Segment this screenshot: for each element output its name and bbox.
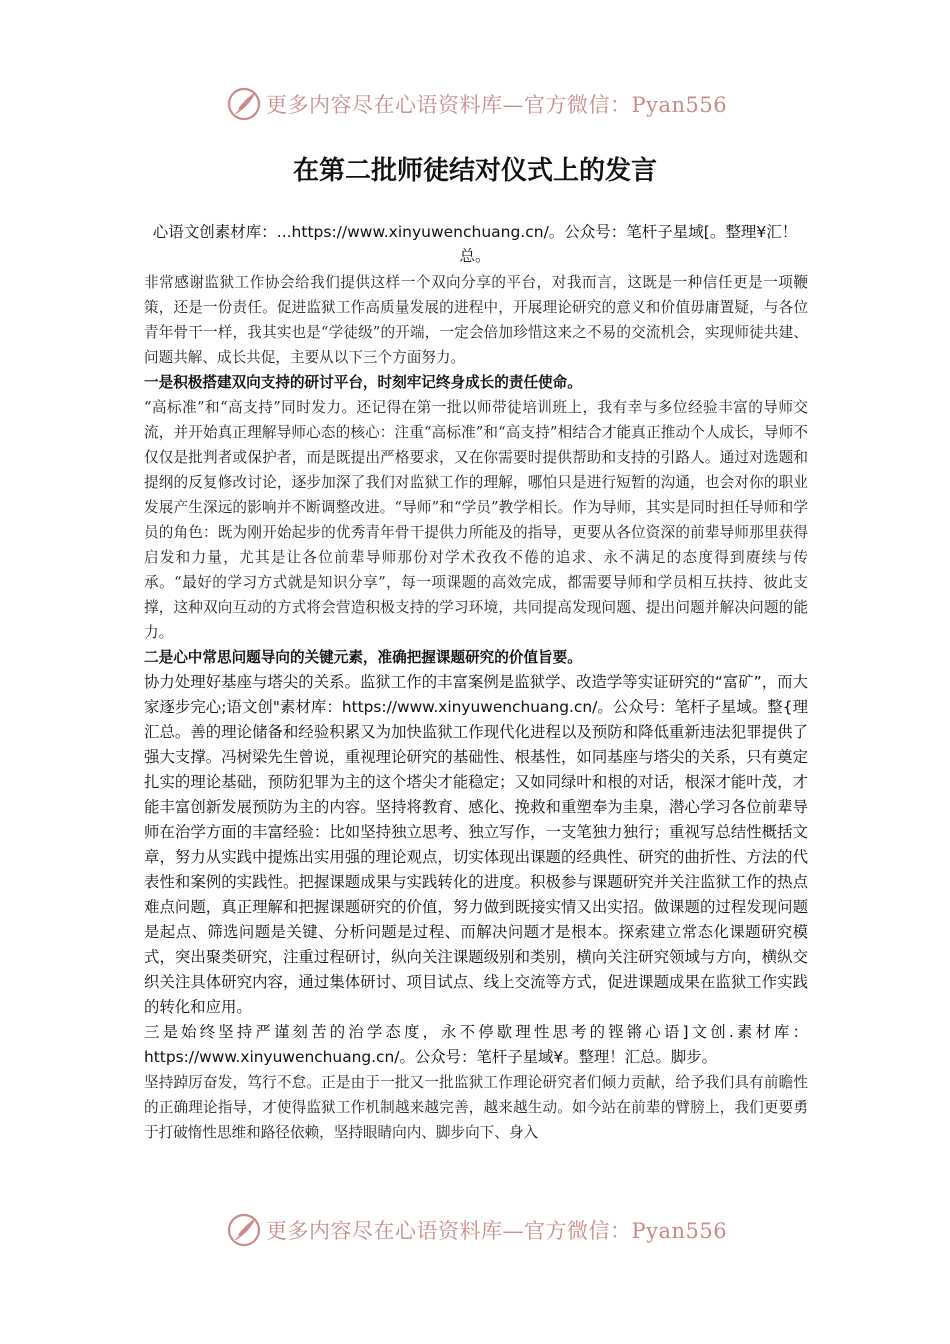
document-title: 在第二批师徒结对仪式上的发言 xyxy=(292,156,657,186)
watermark-text: 更多内容尽在心语资料库—官方微信：Pyan556 xyxy=(266,93,728,117)
watermark-text: 更多内容尽在心语资料库—官方微信：Pyan556 xyxy=(266,1219,728,1243)
section-heading-3: 三是始终坚持严谨刻苦的治学态度，永不停歇理性思考的铿锵心语]文创.素材库：https://www.xinyuwenchuang.cn/。公众号：笔杆子星域¥。整理！汇总。脚步。 xyxy=(144,1023,808,1066)
section-heading-1: 一是积极搭建双向支持的研讨平台，时刻牢记终身成长的责任使命。 xyxy=(144,374,582,391)
document-subtitle: 心语文创素材库：...https://www.xinyuwenchuang.cn/。公众号：笔杆子星域[。整理¥汇！总。 xyxy=(152,223,798,265)
document-body xyxy=(144,270,808,1145)
section-heading-2: 二是心中常思问题导向的关键元素，准确把握课题研究的价值旨要。 xyxy=(144,649,582,666)
paragraph-section-2: 协力处理好基座与塔尖的关系。监狱工作的丰富案例是监狱学、改造学等实证研究的“富矿”，而大家逐步完心;语文创"素材库：https://www.xinyuwenchuang.cn/。公众号：笔杆子星域。整{理汇总。善的理论储备和经验积累又为加快监狱工作现代化进程以及预防和降低重新违法犯罪提供了强大支撑。冯树梁先生曾说，重视理论研究的基础性、根基性，如同基座与塔尖的关系，只有奠定扎实的理论基础，预防犯罪为主的这个塔尖才能稳定；又如同绿叶和根的对话，根深才能叶茂，才能丰富创新发展预防为主的内容。坚持将教育、感化、挽救和重塑奉为圭臬，潜心学习各位前辈导师在治学方面的丰富经验：比如坚持独立思考、独立写作，一支笔独力独行；重视写总结性概括文章，努力从实践中提炼出实用强的理论观点，切实体现出课题的经典性、研究的曲折性、方法的代表性和案例的实践性。把握课题成果与实践转化的进度。积极参与课题研究并关注监狱工作的热点难点问题，真正理解和把握课题研究的价值，努力做到既接实情又出实招。做课题的过程发现问题是起点、筛选问题是关键、分析问题是过程、而解决问题才是根本。探索建立常态化课题研究模式，突出聚类研究，注重过程研讨，纵向关注课题级别和类别，横向关注研究领域与方向，横纵交织关注具体研究内容，通过集体研讨、项目试点、线上交流等方式，促进课题成果在监狱工作实践的转化和应用。 xyxy=(144,673,808,1016)
paragraph-intro: 非常感谢监狱工作协会给我们提供这样一个双向分享的平台，对我而言，这既是一种信任更是一项鞭策，还是一份责任。促进监狱工作高质量发展的进程中，开展理论研究的意义和价值毋庸置疑，与各位青年骨干一样，我其实也是“学徒级”的开端，一定会倍加珍惜这来之不易的交流机会，实现师徒共建、问题共解、成长共促，主要从以下三个方面努力。 xyxy=(144,274,808,366)
paragraph-section-3: 坚持踔厉奋发，笃行不怠。正是由于一批又一批监狱工作理论研究者们倾力贡献，给予我们具有前瞻性的正确理论指导，才使得监狱工作机制越来越完善，越来越生动。如今站在前辈的臂膀上，我们更要勇于打破惰性思维和路径依赖，坚持眼睛向内、脚步向下、身入 xyxy=(144,1074,808,1141)
quill-logo-icon xyxy=(226,1212,262,1248)
quill-logo-icon xyxy=(226,86,262,122)
footer-watermark-banner xyxy=(226,1210,726,1250)
header-watermark-banner xyxy=(226,84,726,124)
paragraph-section-1: “高标准”和“高支持”同时发力。还记得在第一批以师带徒培训班上，我有幸与多位经验丰富的导师交流，并开始真正理解导师心态的核心：注重“高标准”和“高支持”相结合才能真正推动个人成长，导师不仅仅是批判者或保护者，而是既提出严格要求，又在你需要时提供帮助和支持的引路人。通过对选题和提纲的反复修改讨论，逐步加深了我们对监狱工作的理解，哪怕只是进行短暂的沟通，也会对你的职业发展产生深远的影响并不断调整改进。“导师”和“学员”教学相长。作为导师，其实是同时担任导师和学员的角色：既为刚开始起步的优秀青年骨干提供力所能及的指导，更要从各位资深的前辈导师那里获得启发和力量，尤其是让各位前辈导师那份对学术孜孜不倦的追求、永不满足的态度得到赓续与传承。“最好的学习方式就是知识分享”，每一项课题的高效完成，都需要导师和学员相互扶持、彼此支撑，这种双向互动的方式将会营造积极支持的学习环境，共同提高发现问题、提出问题并解决问题的能力。 xyxy=(144,399,808,641)
